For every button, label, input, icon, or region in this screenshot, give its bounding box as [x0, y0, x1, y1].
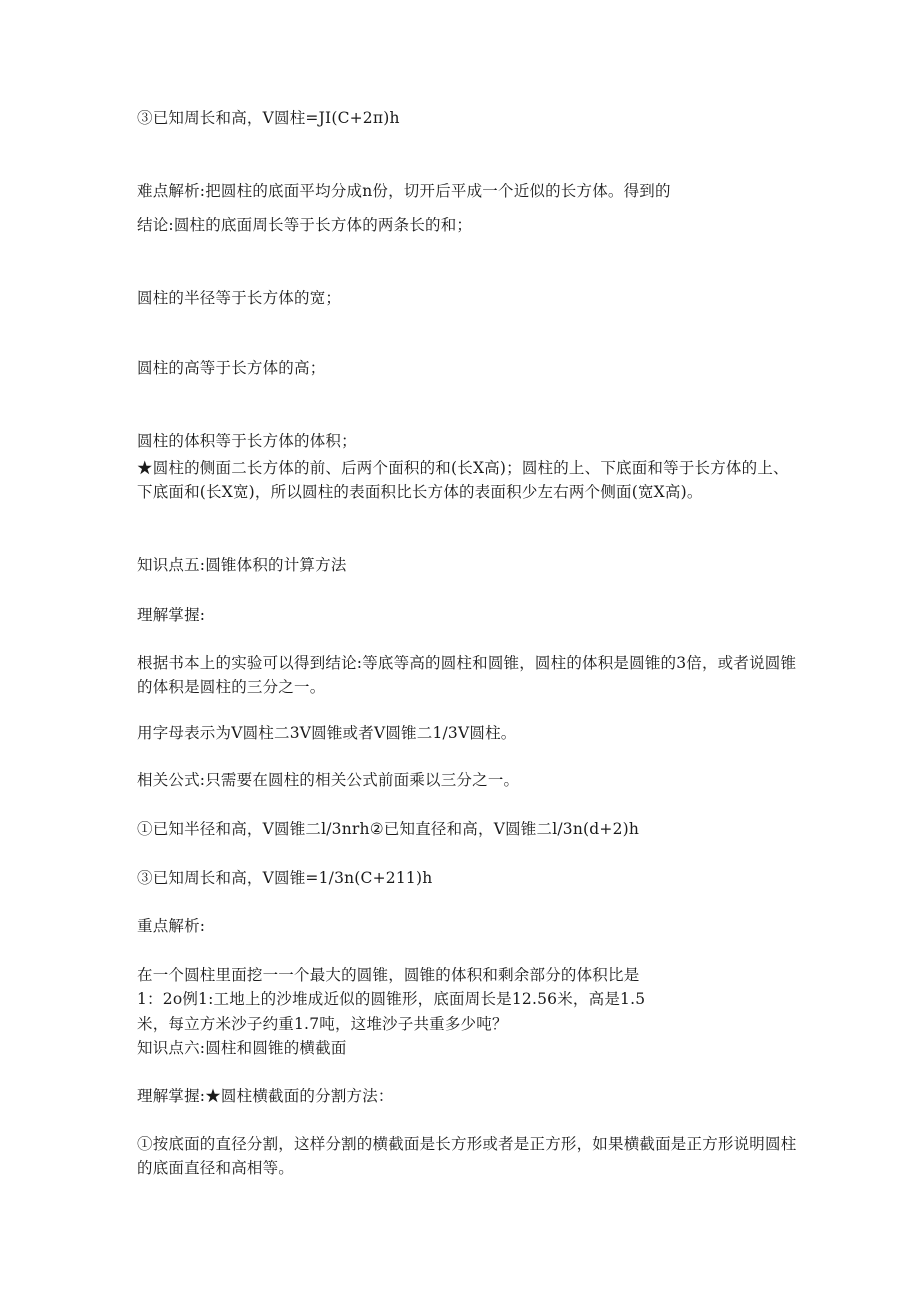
key-analysis-line-3: 米，每立方米沙子约重1.7吨，这堆沙子共重多少吨？	[137, 1015, 508, 1033]
knowledge-point-five-heading: 知识点五:圆锥体积的计算方法	[137, 556, 347, 574]
key-analysis-line-2: 1：2o例1:工地上的沙堆成近似的圆锥形，底面周长是12.56米，高是1.5	[137, 990, 646, 1008]
cross-section-method-1: ①按底面的直径分割，这样分割的横截面是长方形或者是正方形，如果横截面是正方形说明圆柱的底面直径和高相等。	[137, 1135, 797, 1177]
key-analysis-label: 重点解析:	[137, 917, 206, 935]
experiment-conclusion: 根据书本上的实验可以得到结论:等底等高的圆柱和圆锥，圆柱的体积是圆锥的3倍，或者说圆锥的体积是圆柱的三分之一。	[137, 654, 797, 696]
surface-area-note: ★圆柱的侧面二长方体的前、后两个面积的和(长X高)；圆柱的上、下底面和等于长方体的上、下底面和(长X宽)，所以圆柱的表面积比长方体的表面积少左右两个侧面(宽X高)。	[137, 459, 789, 501]
knowledge-point-six-heading: 知识点六:圆柱和圆锥的横截面	[137, 1039, 347, 1057]
difficulty-analysis-line: 难点解析:把圆柱的底面平均分成n份，切开后平成一个近似的长方体。得到的	[137, 182, 671, 200]
cross-section-method-label: 理解掌握:★圆柱横截面的分割方法：	[137, 1087, 394, 1105]
related-formula-note: 相关公式:只需要在圆柱的相关公式前面乘以三分之一。	[137, 771, 520, 789]
letter-expression: 用字母表示为V圆柱二3V圆锥或者V圆锥二1/3V圆柱。	[137, 724, 517, 742]
understand-master-label: 理解掌握:	[137, 606, 206, 624]
height-equals-height: 圆柱的高等于长方体的高；	[137, 359, 326, 377]
formula-cone-radius-diameter: ①已知半径和高，V圆锥二l/3nrh②已知直径和高，V圆锥二l/3n(d+2)h	[137, 820, 640, 838]
conclusion-line: 结论:圆柱的底面周长等于长方体的两条长的和；	[137, 216, 473, 234]
volume-equals-volume: 圆柱的体积等于长方体的体积；	[137, 432, 357, 450]
radius-equals-width: 圆柱的半径等于长方体的宽；	[137, 289, 342, 307]
formula-cone-circumference: ③已知周长和高，V圆锥=1/3n(C+211)h	[137, 869, 433, 887]
key-analysis-line-1: 在一个圆柱里面挖一一个最大的圆锥，圆锥的体积和剩余部分的体积比是	[137, 966, 640, 984]
formula-cylinder-circumference: ③已知周长和高，V圆柱=JI(C+2π)h	[137, 109, 400, 127]
